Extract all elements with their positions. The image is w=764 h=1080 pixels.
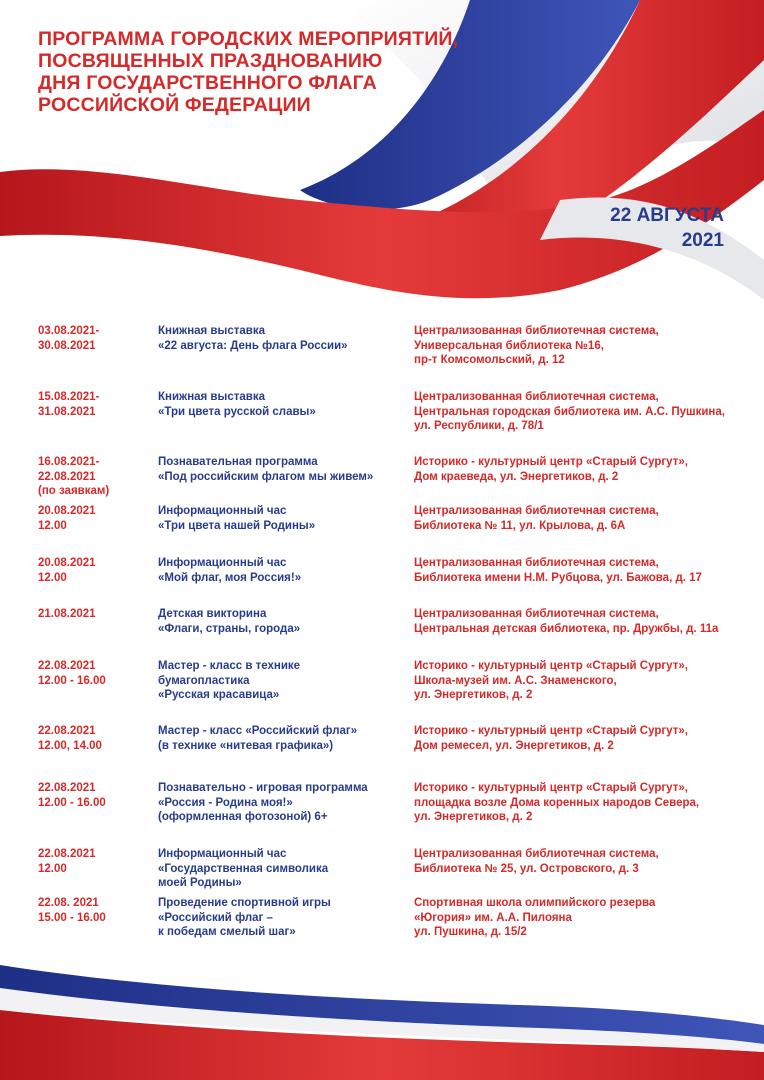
event-what xyxy=(158,896,408,940)
event-what xyxy=(158,607,408,636)
when-line: 12.00, 14.00 xyxy=(38,739,102,752)
what-line: Познавательная программа xyxy=(158,456,318,468)
where-line: Универсальная библиотека №16, xyxy=(414,339,604,352)
where-line: Централизованная библиотечная система, xyxy=(414,505,659,517)
event-where xyxy=(414,455,744,484)
event-what xyxy=(158,504,408,533)
what-line: «Государственная символика xyxy=(158,862,329,875)
when-line: 31.08.2021 xyxy=(38,405,96,418)
title-line: ПРОГРАММА ГОРОДСКИХ МЕРОПРИЯТИЙ, xyxy=(38,28,459,50)
when-line: 22.08.2021 xyxy=(38,725,96,737)
when-line: 15.08.2021- xyxy=(38,391,100,403)
what-line: Мастер - класс в технике xyxy=(158,660,301,672)
event-what xyxy=(158,455,408,484)
where-line: Библиотека № 11, ул. Крылова, д. 6А xyxy=(414,519,626,532)
what-line: «Под российским флагом мы живем» xyxy=(158,470,374,483)
where-line: Библиотека имени Н.М. Рубцова, ул. Бажова, д. 17 xyxy=(414,571,702,584)
event-where xyxy=(414,847,744,876)
where-line: ул. Пушкина, д. 15/2 xyxy=(414,926,527,938)
event-when xyxy=(38,659,153,688)
what-line: «Российский флаг – xyxy=(158,911,273,924)
when-line: 12.00 xyxy=(38,519,67,532)
where-line: Историко - культурный центр «Старый Сургут», xyxy=(414,725,688,737)
when-line: 21.08.2021 xyxy=(38,608,96,620)
event-what xyxy=(158,847,408,891)
what-line: (оформленная фотозоной) 6+ xyxy=(158,811,328,823)
when-line: 16.08.2021- xyxy=(38,456,100,468)
event-when xyxy=(38,724,153,753)
where-line: Школа-музей им. А.С. Знаменского, xyxy=(414,674,617,687)
event-what xyxy=(158,659,408,703)
event-where xyxy=(414,607,744,636)
event-when xyxy=(38,847,153,876)
where-line: ул. Энергетиков, д. 2 xyxy=(414,689,533,701)
when-line: 22.08.2021 xyxy=(38,470,96,483)
event-when xyxy=(38,781,153,810)
event-what xyxy=(158,781,408,825)
where-line: Централизованная библиотечная система, xyxy=(414,608,659,620)
what-line: (в технике «нитевая графика») xyxy=(158,739,334,752)
event-where xyxy=(414,724,744,753)
where-line: «Югория» им. А.А. Пилояна xyxy=(414,911,572,924)
event-when xyxy=(38,324,153,353)
where-line: Централизованная библиотечная система, xyxy=(414,557,659,569)
event-when xyxy=(38,556,153,585)
what-line: Книжная выставка xyxy=(158,391,265,403)
what-line: Мастер - класс «Российский флаг» xyxy=(158,725,358,737)
event-where xyxy=(414,896,744,940)
when-line: 15.00 - 16.00 xyxy=(38,911,106,924)
date-year: 2021 xyxy=(681,230,724,251)
event-when xyxy=(38,896,153,925)
event-what xyxy=(158,324,408,353)
event-when xyxy=(38,504,153,533)
event-what xyxy=(158,390,408,419)
event-where xyxy=(414,390,744,434)
event-when xyxy=(38,390,153,419)
what-line: к победам смелый шаг» xyxy=(158,926,296,938)
date-day-month: 22 АВГУСТА xyxy=(610,205,724,226)
where-line: Централизованная библиотечная система, xyxy=(414,848,659,860)
where-line: Историко - культурный центр «Старый Сургут», xyxy=(414,456,688,468)
what-line: Информационный час xyxy=(158,848,287,860)
what-line: «Русская красавица» xyxy=(158,689,280,701)
where-line: Историко - культурный центр «Старый Сургут», xyxy=(414,660,688,672)
what-line: «Три цвета русской славы» xyxy=(158,405,316,418)
title-line: РОССИЙСКОЙ ФЕДЕРАЦИИ xyxy=(38,94,311,116)
event-what xyxy=(158,556,408,585)
when-line: 22.08.2021 xyxy=(38,782,96,794)
when-line: 22.08.2021 xyxy=(38,660,96,672)
where-line: Центральная детская библиотека, пр. Дружбы, д. 11а xyxy=(414,622,719,635)
when-line: (по заявкам) xyxy=(38,485,110,497)
event-where xyxy=(414,504,744,533)
what-line: Книжная выставка xyxy=(158,325,265,337)
event-where xyxy=(414,659,744,703)
what-line: Детская викторина xyxy=(158,608,267,620)
when-line: 12.00 - 16.00 xyxy=(38,674,106,687)
event-when xyxy=(38,607,153,622)
where-line: Историко - культурный центр «Старый Сургут», xyxy=(414,782,688,794)
where-line: Центральная городская библиотека им. А.С. Пушкина, xyxy=(414,405,725,418)
where-line: ул. Энергетиков, д. 2 xyxy=(414,811,533,823)
where-line: пр-т Комсомольский, д. 12 xyxy=(414,354,565,366)
event-date xyxy=(610,203,724,253)
event-where xyxy=(414,781,744,825)
title-line: ДНЯ ГОСУДАРСТВЕННОГО ФЛАГА xyxy=(38,72,377,94)
what-line: «Мой флаг, моя Россия!» xyxy=(158,571,302,584)
event-where xyxy=(414,556,744,585)
when-line: 30.08.2021 xyxy=(38,339,96,352)
event-when xyxy=(38,455,153,499)
when-line: 20.08.2021 xyxy=(38,557,96,569)
what-line: бумагопластика xyxy=(158,674,250,687)
page-title xyxy=(38,28,458,116)
where-line: Спортивная школа олимпийского резерва xyxy=(414,897,656,909)
where-line: площадка возле Дома коренных народов Севера, xyxy=(414,796,700,809)
what-line: моей Родины» xyxy=(158,877,242,889)
what-line: Проведение спортивной игры xyxy=(158,897,331,909)
when-line: 20.08.2021 xyxy=(38,505,96,517)
what-line: «22 августа: День флага России» xyxy=(158,339,348,352)
what-line: «Россия - Родина моя!» xyxy=(158,796,293,809)
when-line: 12.00 xyxy=(38,571,67,584)
when-line: 12.00 xyxy=(38,862,67,875)
what-line: Информационный час xyxy=(158,505,287,517)
when-line: 22.08. 2021 xyxy=(38,897,99,909)
what-line: «Три цвета нашей Родины» xyxy=(158,519,316,532)
where-line: Централизованная библиотечная система, xyxy=(414,391,659,403)
what-line: Информационный час xyxy=(158,557,287,569)
where-line: Библиотека № 25, ул. Островского, д. 3 xyxy=(414,862,639,875)
where-line: ул. Республики, д. 78/1 xyxy=(414,420,544,432)
where-line: Дом ремесел, ул. Энергетиков, д. 2 xyxy=(414,739,614,752)
what-line: «Флаги, страны, города» xyxy=(158,622,301,635)
where-line: Дом краеведа, ул. Энергетиков, д. 2 xyxy=(414,470,619,483)
what-line: Познавательно - игровая программа xyxy=(158,782,368,794)
when-line: 22.08.2021 xyxy=(38,848,96,860)
title-line: ПОСВЯЩЕННЫХ ПРАЗДНОВАНИЮ xyxy=(38,50,383,72)
when-line: 03.08.2021- xyxy=(38,325,100,337)
event-what xyxy=(158,724,408,753)
when-line: 12.00 - 16.00 xyxy=(38,796,106,809)
where-line: Централизованная библиотечная система, xyxy=(414,325,659,337)
event-where xyxy=(414,324,744,368)
